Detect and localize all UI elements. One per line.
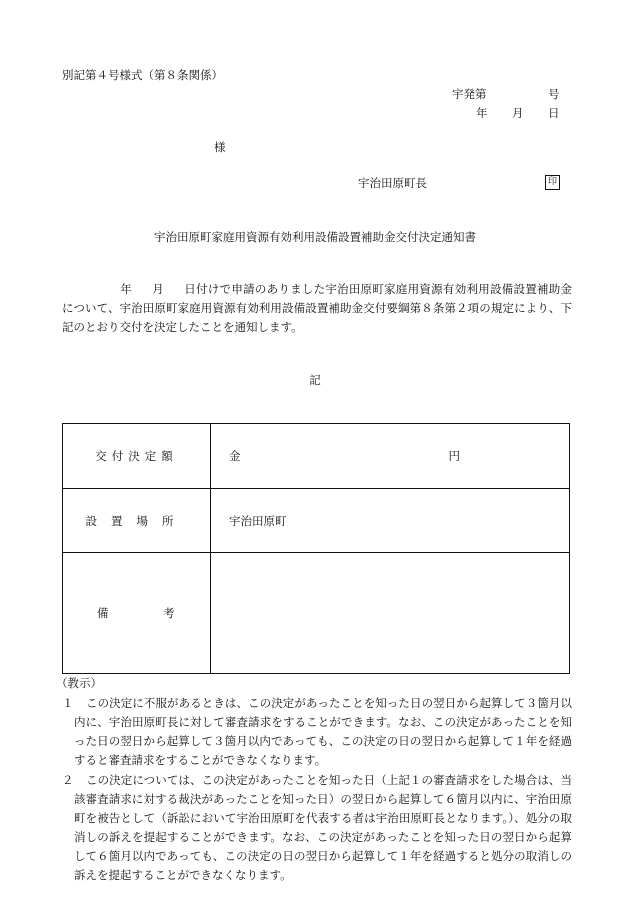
body-date-year: 年 xyxy=(120,282,133,296)
instruction-item-text: この決定については、この決定があったことを知った日（上記１の審査請求をした場合は、当該審査請求に対する裁決があったことを知った日）の翌日から起算して６箇月以内に、宇治田原町を被告として（訴訟において宇治田原町を代表する者は宇治田原町長となります。）、処分の取消しの訴えを提起することができます。なお、この決定があったことを知った日の翌日から起算して６箇月以内であっても、この決定の日の翌日から起算して１年を経過すると処分の取消しの訴えを提起することができなくなります。 xyxy=(74,773,572,882)
amount-prefix: 金 xyxy=(229,449,241,463)
table-row-grant-amount xyxy=(63,424,570,489)
body-date-month: 月 xyxy=(152,282,165,296)
official-seal-icon: 印 xyxy=(545,174,560,190)
grant-amount-label: 交付決定額 xyxy=(63,424,211,489)
body-text: 日付けで申請のありました宇治田原町家庭用資源有効利用設備設置補助金について、宇治田原町家庭用資源有効利用設備設置補助金交付要綱第８条第２項の規定により、下記のとおり交付を決定したことを通知します。 xyxy=(62,282,573,334)
instruction-heading: （教示） xyxy=(56,676,102,690)
instruction-item xyxy=(62,771,572,885)
grant-amount-value xyxy=(211,424,570,489)
install-location-value: 宇治田原町 xyxy=(211,489,570,553)
document-number-prefix: 宇発第 xyxy=(452,87,487,101)
addressee-honorific: 様 xyxy=(214,140,226,154)
issue-date-day: 日 xyxy=(548,106,560,120)
notice-body xyxy=(62,280,572,337)
document-title: 宇治田原町家庭用資源有効利用設備設置補助金交付決定通知書 xyxy=(154,230,476,244)
table-row-remarks xyxy=(63,553,570,674)
issuer-name: 宇治田原町長 xyxy=(358,176,427,190)
document-number-suffix: 号 xyxy=(548,87,560,101)
install-location-label: 設置場所 xyxy=(63,489,211,553)
form-number: 別記第４号様式（第８条関係） xyxy=(62,68,223,82)
issue-date-year: 年 xyxy=(476,106,488,120)
instruction-item-number: ２ xyxy=(62,773,74,787)
instruction-item-number: １ xyxy=(62,696,74,710)
instruction-item xyxy=(62,694,572,770)
amount-unit: 円 xyxy=(448,449,460,463)
issue-date-month: 月 xyxy=(512,106,524,120)
ki-heading: 記 xyxy=(309,373,321,387)
grant-details-table xyxy=(62,423,570,674)
remarks-value xyxy=(211,553,570,674)
table-row-install-location xyxy=(63,489,570,553)
remarks-label: 備 考 xyxy=(63,553,211,674)
instruction-item-text: この決定に不服があるときは、この決定があったことを知った日の翌日から起算して３箇月以内に、宇治田原町長に対して審査請求をすることができます。なお、この決定があったことを知った日の翌日から起算して３箇月以内であっても、この決定の日の翌日から起算して１年を経過すると審査請求をすることができなくなります。 xyxy=(74,696,572,767)
